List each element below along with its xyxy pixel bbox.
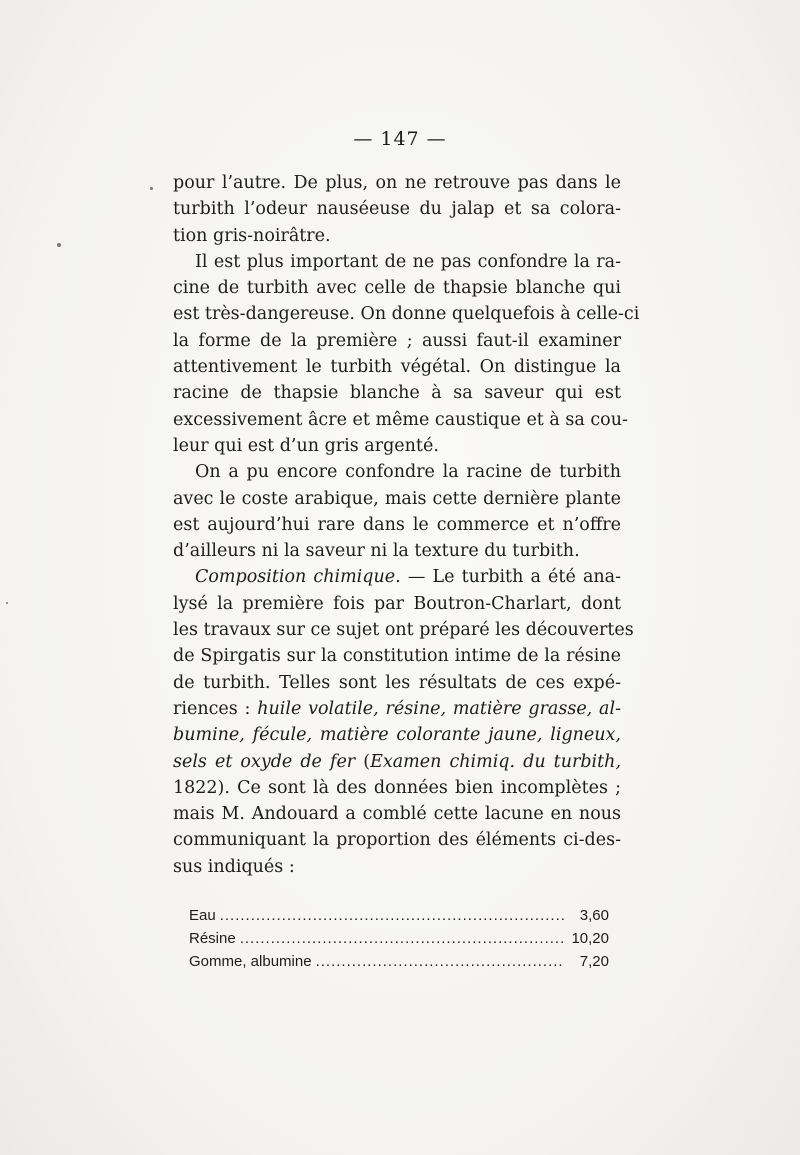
text-fragment: ( xyxy=(355,751,371,772)
paragraph-3 xyxy=(173,459,621,564)
component-label: Eau xyxy=(189,907,216,924)
text-line: les travaux sur ce sujet ont préparé les découvertes xyxy=(173,620,634,641)
body-text xyxy=(173,170,640,880)
dot-leader xyxy=(240,927,565,950)
dot-leader xyxy=(220,904,565,927)
component-value: 7,20 xyxy=(579,953,609,970)
component-value: 3,60 xyxy=(579,907,609,924)
text-line: sus indiqués : xyxy=(173,856,295,877)
text-line xyxy=(173,564,621,590)
text-line: avec le coste arabique, mais cette dernière plante xyxy=(173,488,621,509)
text-fragment: — Le turbith a été ana- xyxy=(400,567,621,588)
text-line: est très-dangereuse. On donne quelquefois à celle-ci xyxy=(173,304,640,325)
text-line: Il est plus important de ne pas confondre la ra- xyxy=(195,251,621,272)
text-line xyxy=(173,749,621,775)
text-line: 1822). Ce sont là des données bien incomplètes ; xyxy=(173,777,621,798)
text-line: communiquant la proportion des éléments ci-des- xyxy=(173,830,621,851)
paper-speck xyxy=(150,187,153,190)
text-line: cine de turbith avec celle de thapsie blanche qui xyxy=(173,278,621,299)
text-line: d’ailleurs ni la saveur ni la texture du turbith. xyxy=(173,541,580,562)
text-fragment: riences : xyxy=(173,698,258,719)
text-line: de turbith. Telles sont les résultats de ces expé- xyxy=(173,672,621,693)
component-label: Résine xyxy=(189,930,236,947)
text-line: excessivement âcre et même caustique et à sa cou- xyxy=(173,409,628,430)
text-line: attentivement le turbith végétal. On distingue la xyxy=(173,357,621,378)
text-line: pour l’autre. De plus, on ne retrouve pas dans le xyxy=(173,173,621,193)
text-line: turbith l’odeur nauséeuse du jalap et sa colora- xyxy=(173,199,621,220)
text-line: racine de thapsie blanche à sa saveur qui est xyxy=(173,383,621,404)
text-line: mais M. Andouard a comblé cette lacune en nous xyxy=(173,804,621,825)
page-number: — 147 — xyxy=(353,128,447,150)
table-row xyxy=(189,904,609,927)
table-row xyxy=(189,927,609,950)
text-line: de Spirgatis sur la constitution intime de la résine xyxy=(173,646,621,667)
composition-table xyxy=(189,904,609,973)
italic-fragment: huile volatile, résine, matière grasse, al- xyxy=(257,698,621,719)
paragraph-1 xyxy=(173,170,621,249)
paper-speck xyxy=(6,602,8,604)
paper-speck xyxy=(57,243,61,247)
text-line: est aujourd’hui rare dans le commerce et n’offre xyxy=(173,514,621,535)
section-heading: Composition chimique. xyxy=(195,567,401,588)
component-value: 10,20 xyxy=(571,930,609,947)
dot-leader xyxy=(316,950,565,973)
table-row xyxy=(189,950,609,973)
component-label: Gomme, albumine xyxy=(189,953,312,970)
text-line: lysé la première fois par Boutron-Charlart, dont xyxy=(173,593,621,614)
text-line: la forme de la première ; aussi faut-il examiner xyxy=(173,330,621,351)
text-line xyxy=(173,696,621,722)
text-line: On a pu encore confondre la racine de turbith xyxy=(195,462,621,483)
text-line: bumine, fécule, matière colorante jaune, ligneux, xyxy=(173,725,621,746)
paragraph-2 xyxy=(173,249,640,459)
text-line: leur qui est d’un gris argenté. xyxy=(173,435,439,456)
text-line: tion gris-noirâtre. xyxy=(173,225,331,246)
italic-fragment: sels et oxyde de fer xyxy=(173,751,356,772)
italic-fragment: Examen chimiq. du turbith, xyxy=(370,751,622,772)
paragraph-4 xyxy=(173,564,634,880)
